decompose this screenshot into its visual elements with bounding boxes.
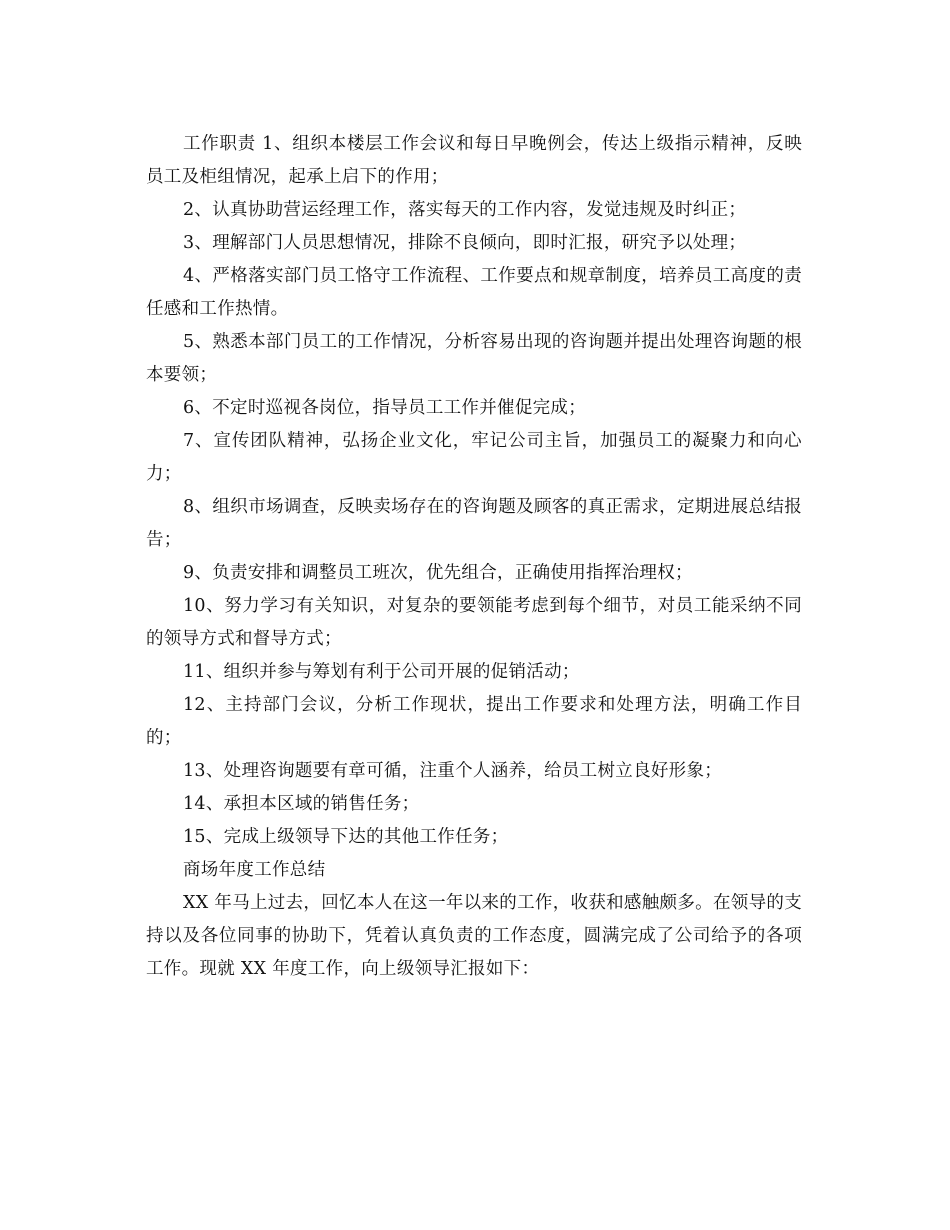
paragraph-duties-4: 4、严格落实部门员工恪守工作流程、工作要点和规章制度，培养员工高度的责任感和工作热情。 [146, 266, 802, 319]
paragraph-duties-9: 9、负责安排和调整员工班次，优先组合，正确使用指挥治理权； [183, 563, 693, 583]
paragraph-duties-8: 8、组织市场调查，反映卖场存在的咨询题及顾客的真正需求，定期进展总结报告； [146, 497, 802, 550]
paragraph-duties-10: 10、努力学习有关知识，对复杂的要领能考虑到每个细节，对员工能采纳不同的领导方式和督导方式； [146, 596, 802, 649]
paragraph-duties-12: 12、主持部门会议，分析工作现状，提出工作要求和处理方法，明确工作目的； [146, 695, 802, 748]
paragraph-duties-2: 2、认真协助营运经理工作，落实每天的工作内容，发觉违规及时纠正； [183, 200, 747, 220]
paragraph-duties-7: 7、宣传团队精神，弘扬企业文化，牢记公司主旨，加强员工的凝聚力和向心力； [146, 431, 802, 484]
paragraph-summary-intro: XX 年马上过去，回忆本人在这一年以来的工作，收获和感触颇多。在领导的支持以及各位同事的协助下，凭着认真负责的工作态度，圆满完成了公司给予的各项工作。现就 XX 年度工作，向上级领导汇报如下： [146, 893, 802, 979]
paragraph-duties-15: 15、完成上级领导下达的其他工作任务； [183, 827, 509, 847]
paragraph-duties-5: 5、熟悉本部门员工的工作情况，分析容易出现的咨询题并提出处理咨询题的根本要领； [146, 332, 802, 385]
paragraph-duties-6: 6、不定时巡视各岗位，指导员工工作并催促完成； [183, 398, 587, 418]
paragraph-duties-11: 11、组织并参与筹划有利于公司开展的促销活动； [183, 662, 580, 682]
paragraph-duties-3: 3、理解部门人员思想情况，排除不良倾向，即时汇报，研究予以处理； [183, 233, 747, 253]
document-body [146, 128, 802, 986]
section-heading: 商场年度工作总结 [183, 860, 326, 880]
paragraph-duties-1: 工作职责 1、组织本楼层工作会议和每日早晚例会，传达上级指示精神，反映员工及柜组情况，起承上启下的作用； [146, 134, 802, 187]
paragraph-duties-13: 13、处理咨询题要有章可循，注重个人涵养，给员工树立良好形象； [183, 761, 723, 781]
paragraph-duties-14: 14、承担本区域的销售任务； [183, 794, 420, 814]
